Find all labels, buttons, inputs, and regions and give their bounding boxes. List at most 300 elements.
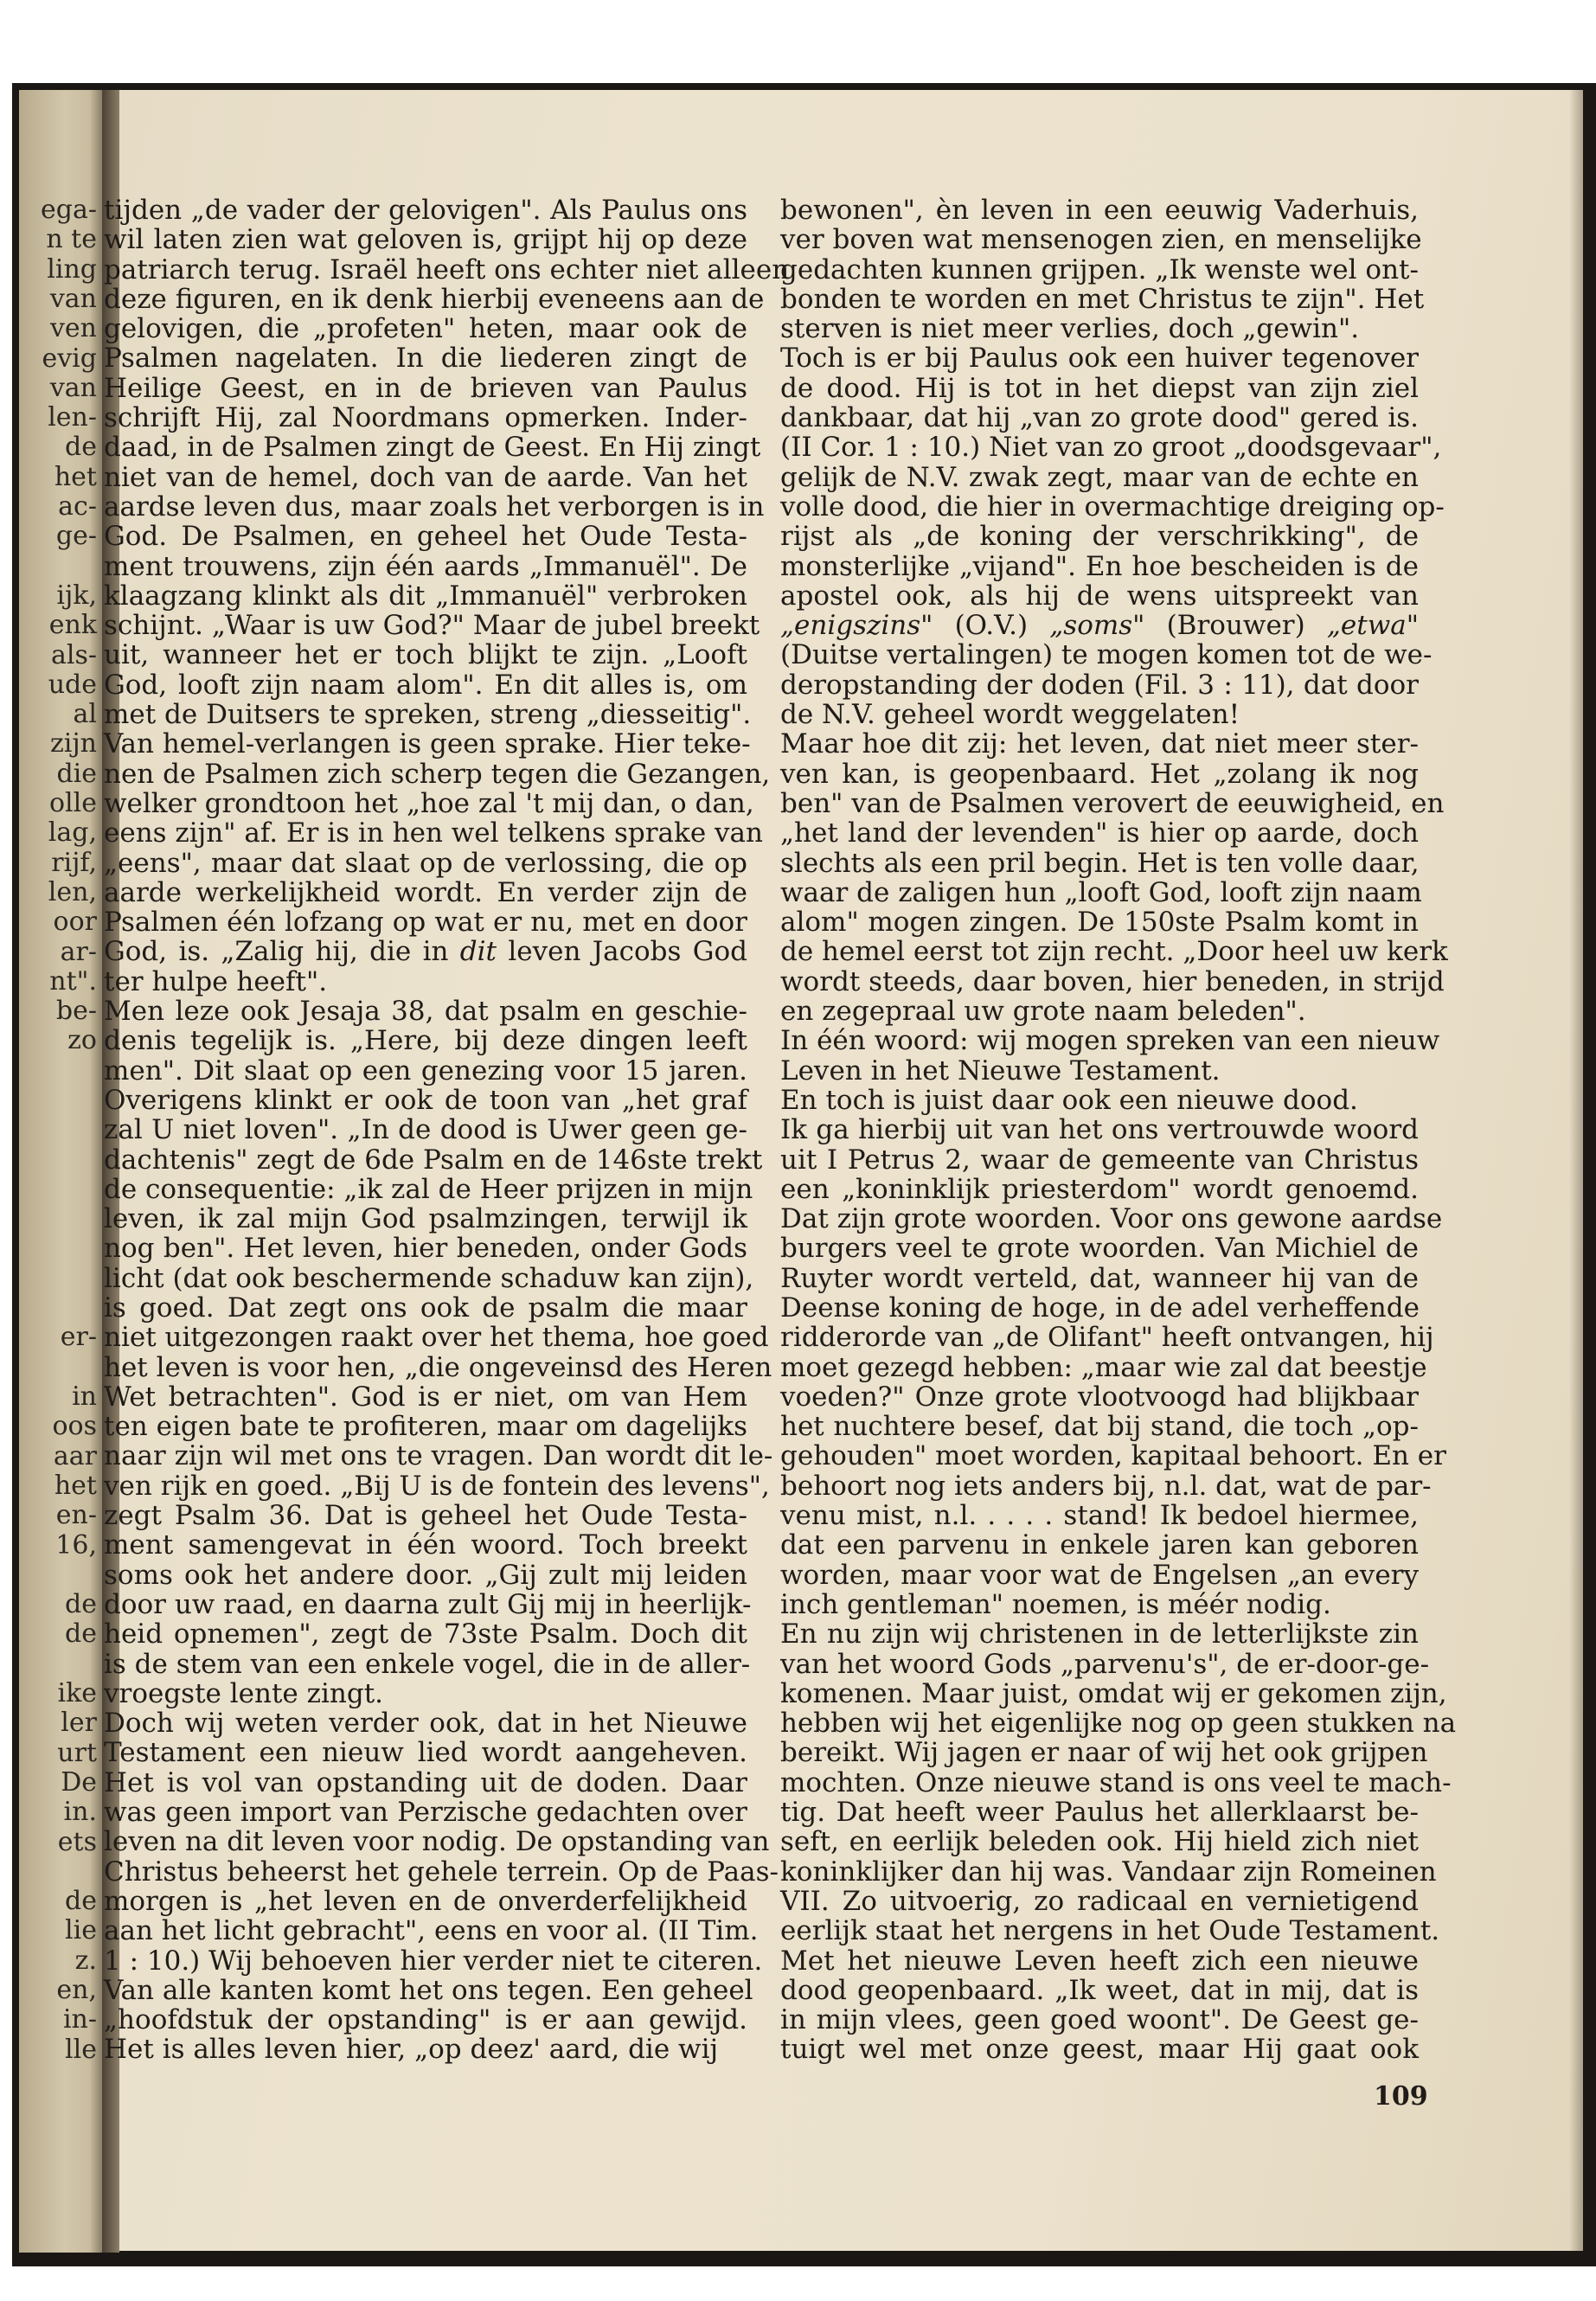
text-segment: koninklijker dan hij was. Vandaar zijn Romeinen	[780, 1856, 1437, 1888]
text-line	[780, 255, 1419, 285]
prev-page-fragment: zijn	[49, 728, 97, 760]
prev-page-fragment: al	[73, 699, 97, 730]
text-segment: men". Dit slaat op een genezing voor 15 jaren.	[104, 1054, 747, 1086]
prev-page-fragment: het	[54, 1470, 97, 1501]
text-segment: welker grondtoon het „hoe zal 't mij dan, o dan,	[104, 787, 754, 819]
text-segment: is de stem van een enkele vogel, die in de aller-	[104, 1648, 751, 1680]
text-line	[104, 1915, 759, 1947]
text-segment: aarde werkelijkheid wordt. En verder zijn de	[104, 876, 747, 908]
text-segment: ver boven wat mensenogen zien, en menselijke	[780, 224, 1422, 256]
text-segment: Psalmen één lofzang op wat er nu, met en door	[104, 907, 747, 939]
prev-page-fragment: lle	[65, 2034, 97, 2065]
text-line	[780, 1086, 1419, 1115]
text-segment: ben" van de Psalmen verovert de eeuwigheid, en	[780, 787, 1445, 819]
text-segment: eens zijn" af. Er is in hen wel telkens sprake van	[104, 817, 763, 849]
text-segment: aan het licht gebracht", eens en voor al. (II Tim.	[104, 1915, 759, 1947]
text-line	[780, 1946, 1419, 1976]
text-line	[780, 432, 1442, 464]
text-segment: Maar hoe dit zij: het leven, dat niet meer ster-	[780, 728, 1419, 760]
text-line	[780, 639, 1433, 671]
text-segment: uit, wanneer het er toch blijkt te zijn. „Looft	[104, 639, 747, 671]
text-segment: En toch is juist daar ook een nieuwe dood.	[780, 1084, 1358, 1116]
text-line	[780, 490, 1445, 522]
text-segment: En nu zijn wij christenen in de letterlijkste zin	[780, 1618, 1419, 1650]
text-line	[104, 937, 747, 966]
prev-page-fragment: van	[49, 283, 97, 314]
text-line	[104, 432, 761, 464]
text-line	[104, 728, 751, 760]
text-line	[104, 403, 747, 433]
text-line	[104, 1619, 747, 1649]
text-line	[780, 1175, 1419, 1204]
text-segment: waar de zaligen hun „looft God, looft zijn naam	[780, 876, 1422, 908]
prev-page-fragment: enk	[48, 610, 97, 641]
text-segment: klaagzang klinkt als dit „Immanuël" verbroken	[104, 580, 747, 612]
text-segment: Heilige Geest, en in de brieven van Paulus	[104, 372, 747, 404]
text-line	[780, 1708, 1457, 1740]
text-segment: nog ben". Het leven, hier beneden, onder Gods	[104, 1233, 747, 1265]
text-line	[780, 787, 1445, 819]
prev-page-fragment: de	[65, 432, 97, 463]
text-line	[104, 1115, 747, 1144]
prev-page-fragment: de	[65, 1618, 97, 1650]
text-line	[780, 1856, 1437, 1888]
prev-page-fragment: er-	[60, 1322, 97, 1353]
text-line	[104, 1173, 753, 1205]
text-segment: ment samengevat in één woord. Toch breekt	[104, 1529, 747, 1561]
text-line	[780, 1766, 1452, 1798]
text-line	[104, 1086, 747, 1115]
text-segment: ven kan, is geopenbaard. Het „zolang ik nog	[780, 758, 1419, 790]
text-segment: wil laten zien wat geloven is, grijpt hij op deze	[104, 224, 747, 256]
text-line	[104, 581, 747, 611]
text-line	[104, 1262, 754, 1294]
prev-page-fragment: ets	[57, 1826, 97, 1857]
text-line	[104, 1293, 747, 1323]
text-segment: „hoofdstuk der opstanding" is er aan gewijd.	[104, 2004, 747, 2036]
prev-page-fragment: De	[61, 1766, 97, 1798]
text-line	[780, 2035, 1419, 2064]
text-line	[104, 1887, 747, 1916]
text-line	[104, 849, 747, 878]
text-segment: was geen import van Perzische gedachten over	[104, 1797, 747, 1829]
text-line	[780, 1530, 1419, 1560]
text-segment: vroegste lente zingt.	[104, 1677, 384, 1709]
prev-page-fragment: ar-	[60, 936, 97, 967]
prev-page-fragment: de	[65, 1589, 97, 1620]
text-segment: „eens", maar dat slaat op de verlossing, die op	[104, 847, 747, 879]
text-line	[780, 522, 1419, 551]
text-line	[780, 997, 1419, 1026]
text-segment: niet uitgezongen raakt over het thema, hoe goed	[104, 1322, 769, 1354]
text-line	[780, 876, 1422, 908]
text-segment: met de Duitsers te spreken, streng „diesseitig".	[104, 699, 752, 731]
text-segment: de N.V. geheel wordt weggelaten!	[780, 699, 1240, 731]
text-segment: bonden te worden en met Christus te zijn". Het	[780, 283, 1425, 315]
text-line	[780, 936, 1448, 968]
text-line	[780, 1056, 1419, 1086]
text-segment: hebben wij het eigenlijke nog op geen stukken na	[780, 1708, 1457, 1740]
text-segment: Ik ga hierbij uit van het ons vertrouwde woord	[780, 1114, 1419, 1146]
text-segment: (Brouwer)	[1144, 610, 1327, 642]
text-segment: Met het nieuwe Leven heeft zich een nieuwe	[780, 1945, 1419, 1977]
prev-page-fragment: de	[65, 1886, 97, 1917]
text-line	[104, 1974, 753, 2006]
text-line	[780, 581, 1419, 611]
text-line	[104, 758, 771, 790]
text-segment: zegt Psalm 36. Dat is geheel het Oude Testa-	[104, 1500, 747, 1532]
prev-page-fragment: ijk,	[56, 580, 97, 611]
text-line	[104, 997, 747, 1026]
text-line	[780, 818, 1419, 848]
text-segment: een „koninklijk priesterdom" wordt genoemd.	[780, 1173, 1419, 1205]
text-line	[104, 1026, 747, 1055]
prev-page-fragment: ude	[48, 669, 97, 700]
text-segment: Testament een nieuw lied wordt aangeheven.	[104, 1737, 747, 1769]
text-line	[104, 2005, 747, 2035]
text-line	[780, 1025, 1440, 1057]
prev-page-fragment: ike	[57, 1678, 97, 1708]
text-segment: (II Cor. 1 : 10.) Niet van zo groot „doodsgevaar",	[780, 432, 1442, 464]
text-line	[104, 283, 765, 315]
text-segment: uit I Petrus 2, waar de gemeente van Christus	[780, 1144, 1419, 1176]
text-line	[104, 1561, 747, 1590]
text-line	[780, 224, 1422, 256]
text-line	[780, 1915, 1440, 1947]
text-line	[104, 1382, 747, 1412]
text-line	[104, 2035, 747, 2064]
left-text-column	[104, 195, 790, 2066]
text-segment: seft, en eerlijk beleden ook. Hij hield zich niet	[780, 1826, 1419, 1858]
prev-page-fragment: ler	[61, 1708, 97, 1739]
text-line	[780, 1470, 1432, 1502]
prev-page-fragment: z.	[74, 1945, 97, 1976]
text-segment: Men leze ook Jesaja 38, dat psalm en geschie-	[104, 996, 747, 1028]
prev-page-fragment: en,	[56, 1975, 97, 2005]
text-segment: tig. Dat heeft weer Paulus het allerklaarst be-	[780, 1797, 1419, 1829]
text-segment: ven rijk en goed. „Bij U is de fontein des levens",	[104, 1470, 770, 1502]
prev-page-fragment: be-	[55, 996, 97, 1027]
text-segment: leven Jacobs God	[497, 936, 748, 968]
text-line	[780, 463, 1419, 492]
text-line	[780, 1145, 1419, 1175]
prev-page-fragment: evig	[42, 343, 97, 374]
text-line	[104, 522, 747, 551]
text-line	[104, 1234, 747, 1263]
text-segment: soms ook het andere door. „Gij zult mij leiden	[104, 1559, 747, 1591]
text-segment: leven na dit leven voor nodig. De opstanding van	[104, 1826, 770, 1858]
text-segment: daad, in de Psalmen zingt de Geest. En Hij zingt	[104, 432, 761, 464]
text-line	[104, 1351, 772, 1383]
text-line	[780, 314, 1419, 343]
text-line	[780, 1501, 1419, 1530]
text-segment: Wet betrachten". God is er niet, om van Hem	[104, 1381, 747, 1413]
text-segment: alom" mogen zingen. De 150ste Psalm komt in	[780, 907, 1419, 939]
text-segment: 1 : 10.) Wij behoeven hier verder niet te citeren.	[104, 1945, 763, 1977]
text-segment: (O.V.)	[933, 610, 1050, 642]
text-segment: tuigt wel met onze geest, maar Hij gaat ook	[780, 2034, 1419, 2066]
text-segment: God, is. „Zalig hij, die in	[104, 936, 460, 968]
text-segment: In één woord: wij mogen spreken van een nieuw	[780, 1025, 1440, 1057]
text-segment: mochten. Onze nieuwe stand is ons veel te mach-	[780, 1766, 1452, 1798]
text-line	[780, 403, 1419, 433]
text-line	[104, 1204, 747, 1234]
text-segment: niet van de hemel, doch van de aarde. Van het	[104, 461, 747, 493]
text-line	[780, 760, 1419, 789]
text-segment: Christus beheerst het gehele terrein. Op de Paas-	[104, 1856, 779, 1888]
text-segment: het nuchtere besef, dat bij stand, die toch „op-	[780, 1411, 1419, 1443]
text-line	[780, 849, 1419, 878]
prev-page-fragment: len,	[48, 876, 97, 907]
text-segment: volle dood, die hier in overmachtige dreiging op-	[780, 490, 1445, 522]
text-segment: dood geopenbaard. „Ik weet, dat in mij, dat is	[780, 1974, 1419, 2006]
text-line	[780, 1619, 1419, 1649]
text-segment: bewonen", èn leven in een eeuwig Vaderhuis,	[780, 195, 1419, 226]
text-segment: Doch wij weten verder ook, dat in het Nieuwe	[104, 1708, 747, 1740]
text-line	[104, 907, 747, 937]
text-line	[104, 1856, 779, 1888]
text-segment: ment trouwens, zijn één aards „Immanuël". De	[104, 550, 747, 582]
text-segment: de hemel eerst tot zijn recht. „Door heel uw kerk	[780, 936, 1448, 968]
text-line	[780, 1322, 1434, 1354]
text-line	[104, 1826, 770, 1858]
text-segment: voeden?" Onze grote vlootvoogd had blijkbaar	[780, 1381, 1419, 1413]
prev-page-fragment: ven	[49, 313, 97, 344]
text-segment: God, looft zijn naam alom". En dit alles is, om	[104, 669, 747, 701]
page-edge-shadow	[1569, 90, 1583, 2251]
text-line	[780, 1590, 1419, 1619]
text-segment: door uw raad, en daarna zult Gij mij in heerlijk-	[104, 1588, 752, 1620]
text-segment: en zegepraal uw grote naam beleden".	[780, 996, 1306, 1028]
text-line	[104, 490, 765, 522]
text-segment: worden, maar voor wat de Engelsen „an every	[780, 1559, 1419, 1591]
text-segment: dankbaar, dat hij „van zo grote dood" gered is.	[780, 402, 1419, 434]
text-segment: Leven in het Nieuwe Testament.	[780, 1054, 1221, 1086]
text-segment: aardse leven dus, maar zoals het verborgen is in	[104, 490, 765, 522]
text-segment: venu mist, n.l. . . . . stand! Ik bedoel hiermee,	[780, 1500, 1419, 1532]
text-segment: slechts als een pril begin. Het is ten volle daar,	[780, 847, 1420, 879]
text-segment: nen de Psalmen zich scherp tegen die Gezangen,	[104, 758, 771, 790]
text-segment: ridderorde van „de Olifant" heeft ontvangen, hij	[780, 1322, 1434, 1354]
text-line	[104, 699, 752, 731]
text-segment: „etwa"	[1326, 610, 1420, 642]
text-line	[104, 787, 754, 819]
text-segment: heid opnemen", zegt de 73ste Psalm. Doch dit	[104, 1618, 747, 1650]
text-line	[104, 817, 763, 849]
text-segment: gelijk de N.V. zwak zegt, maar van de echte en	[780, 461, 1419, 493]
prev-page-fragment: oor	[53, 907, 97, 938]
previous-page-edge	[19, 90, 102, 2253]
text-line	[780, 1412, 1419, 1441]
text-line	[780, 552, 1419, 581]
prev-page-fragment: in	[72, 1381, 97, 1412]
text-segment: patriarch terug. Israël heeft ons echter niet alleen	[104, 253, 790, 285]
text-line	[780, 1737, 1428, 1769]
text-segment: Het is alles leven hier, „op deez' aard, die wij	[104, 2034, 719, 2066]
text-segment: Dat zijn grote woorden. Voor ons gewone aardse	[780, 1203, 1443, 1235]
text-line	[104, 1798, 747, 1827]
text-segment: VII. Zo uitvoerig, zo radicaal en vernietigend	[780, 1885, 1419, 1917]
text-segment: „soms"	[1049, 610, 1145, 642]
prev-page-fragment: len-	[48, 402, 97, 433]
text-segment: Ruyter wordt verteld, dat, wanneer hij van de	[780, 1262, 1419, 1294]
text-segment: in mijn vlees, geen goed woont". De Geest ge-	[780, 2004, 1419, 2036]
text-line	[104, 1144, 763, 1176]
text-segment: eerlijk staat het nergens in het Oude Testament.	[780, 1915, 1440, 1947]
text-segment: deze figuren, en ik denk hierbij eveneens aan de	[104, 283, 765, 315]
prev-page-fragment: ac-	[58, 491, 97, 522]
prev-page-fragment: nt".	[49, 965, 97, 997]
text-line	[780, 1827, 1419, 1856]
text-segment: licht (dat ook beschermende schaduw kan zijn),	[104, 1262, 754, 1294]
text-line	[780, 283, 1425, 315]
text-line	[104, 314, 747, 343]
text-line	[104, 1648, 751, 1680]
text-line	[104, 374, 747, 403]
text-line	[104, 1530, 747, 1560]
text-segment: behoort nog iets anders bij, n.l. dat, wat de par-	[780, 1470, 1432, 1502]
text-line	[780, 1115, 1419, 1144]
text-line	[104, 610, 760, 642]
text-segment: dit	[459, 936, 497, 968]
text-line	[104, 1322, 769, 1354]
text-segment: Overigens klinkt er ook de toon van „het graf	[104, 1084, 747, 1116]
text-segment: gedachten kunnen grijpen. „Ik wenste wel ont-	[780, 253, 1419, 285]
page-number: 109	[1374, 2081, 1428, 2112]
prev-page-fragment: van	[49, 372, 97, 403]
text-segment: ten eigen bate te profiteren, maar om dagelijks	[104, 1411, 747, 1443]
text-line	[780, 1561, 1419, 1590]
text-line	[104, 253, 790, 285]
text-line	[104, 1501, 747, 1530]
text-segment: dachtenis" zegt de 6de Psalm en de 146ste trekt	[104, 1144, 763, 1176]
text-line	[780, 1887, 1419, 1916]
text-line	[104, 225, 747, 254]
text-line	[104, 1412, 747, 1441]
text-segment: God. De Psalmen, en geheel het Oude Testa-	[104, 521, 747, 553]
text-line	[780, 374, 1419, 403]
prev-page-fragment: ge-	[55, 521, 97, 552]
text-line	[780, 1264, 1419, 1293]
prev-page-fragment: urt	[57, 1737, 97, 1768]
text-line	[104, 878, 747, 907]
text-line	[104, 195, 747, 225]
text-segment: schrijft Hij, zal Noordmans opmerken. Inder-	[104, 402, 747, 434]
text-line	[104, 463, 747, 492]
text-segment: wordt steeds, daar boven, hier beneden, in strijd	[780, 965, 1445, 997]
text-segment: deropstanding der doden (Fil. 3 : 11), dat door	[780, 669, 1419, 701]
right-text-column	[780, 195, 1457, 2066]
text-line	[780, 1382, 1419, 1412]
text-segment: gehouden" moet worden, kapitaal behoort. En er	[780, 1440, 1446, 1472]
text-line	[104, 1708, 747, 1738]
text-line	[104, 1056, 747, 1086]
text-segment: schijnt. „Waar is uw God?" Maar de jubel breekt	[104, 610, 760, 642]
text-segment: (Duitse vertalingen) te mogen komen tot de we-	[780, 639, 1433, 671]
text-line	[780, 729, 1419, 759]
text-line	[780, 965, 1445, 997]
text-line	[780, 1648, 1430, 1680]
text-segment: moet gezegd hebben: „maar wie zal dat beestje	[780, 1351, 1427, 1383]
prev-page-fragment: olle	[48, 788, 97, 818]
text-line	[104, 967, 747, 997]
text-segment: inch gentleman" noemen, is méér nodig.	[780, 1588, 1331, 1620]
text-segment: sterven is niet meer verlies, doch „gewin".	[780, 313, 1360, 345]
text-segment: Toch is er bij Paulus ook een huiver tegenover	[780, 343, 1419, 375]
text-segment: de dood. Hij is tot in het diepst van zijn ziel	[780, 372, 1419, 404]
text-line	[104, 670, 747, 700]
text-segment: het leven is voor hen, „die ongeveinsd des Heren	[104, 1351, 772, 1383]
text-segment: dat een parvenu in enkele jaren kan geboren	[780, 1529, 1419, 1561]
prev-page-fragment: 16,	[55, 1529, 97, 1561]
text-segment: „het land der levenden" is hier op aarde, doch	[780, 817, 1419, 849]
prev-page-fragment: als-	[50, 639, 97, 670]
prev-page-fragment: die	[56, 758, 97, 789]
text-line	[780, 1351, 1427, 1383]
text-segment: bereikt. Wij jagen er naar of wij het ook grijpen	[780, 1737, 1428, 1769]
text-segment: ter hulpe heeft".	[104, 965, 328, 997]
text-line	[104, 1470, 770, 1502]
text-line	[780, 1234, 1419, 1263]
prev-page-fragment: rijf,	[51, 847, 97, 878]
text-segment: rijst als „de koning der verschrikking", de	[780, 521, 1419, 553]
text-line	[780, 611, 1419, 640]
text-line	[104, 1768, 747, 1798]
text-segment: „enigszins"	[780, 610, 933, 642]
text-line	[104, 1945, 763, 1977]
text-line	[780, 1203, 1443, 1235]
text-segment: komenen. Maar juist, omdat wij er gekomen zijn,	[780, 1677, 1447, 1709]
text-line	[104, 1440, 773, 1472]
text-segment: gelovigen, die „profeten" heten, maar ook de	[104, 313, 747, 345]
prev-page-fragment: in.	[63, 1797, 97, 1828]
text-line	[780, 343, 1419, 373]
prev-page-fragment: oos	[52, 1411, 97, 1442]
text-line	[780, 700, 1419, 729]
text-line	[104, 1738, 747, 1767]
text-line	[104, 343, 747, 373]
text-line	[104, 1588, 752, 1620]
text-segment: Van alle kanten komt het ons tegen. Een geheel	[104, 1974, 753, 2006]
text-line	[104, 552, 747, 581]
text-segment: monsterlijke „vijand". En hoe bescheiden is de	[780, 550, 1419, 582]
text-segment: is goed. Dat zegt ons ook de psalm die maar	[104, 1292, 747, 1324]
text-line	[780, 2005, 1419, 2035]
prev-page-fragment: het	[54, 461, 97, 492]
text-line	[780, 195, 1419, 225]
text-segment: denis tegelijk is. „Here, bij deze dingen leeft	[104, 1025, 747, 1057]
text-line	[780, 1677, 1447, 1709]
book-page	[104, 90, 1583, 2251]
text-segment: burgers veel te grote woorden. Van Michiel de	[780, 1233, 1419, 1265]
prev-page-fragment: en-	[55, 1500, 97, 1531]
prev-page-fragment: lag,	[48, 817, 97, 849]
text-line	[104, 1679, 747, 1708]
text-line	[104, 640, 747, 670]
text-line	[780, 670, 1419, 700]
prev-page-fragment: lie	[65, 1915, 97, 1946]
text-segment: naar zijn wil met ons te vragen. Dan wordt dit le-	[104, 1440, 773, 1472]
text-segment: morgen is „het leven en de onverderfelijkheid	[104, 1885, 747, 1917]
text-segment: Van hemel-verlangen is geen sprake. Hier teke-	[104, 728, 751, 760]
text-segment: zal U niet loven". „In de dood is Uwer geen ge-	[104, 1114, 747, 1146]
text-line	[780, 1440, 1446, 1472]
text-segment: leven, ik zal mijn God psalmzingen, terwijl ik	[104, 1203, 747, 1235]
text-segment: Psalmen nagelaten. In die liederen zingt de	[104, 343, 747, 375]
text-line	[780, 1976, 1419, 2005]
text-segment: van het woord Gods „parvenu's", de er-door-ge-	[780, 1648, 1430, 1680]
prev-page-fragment: n te	[46, 224, 97, 255]
